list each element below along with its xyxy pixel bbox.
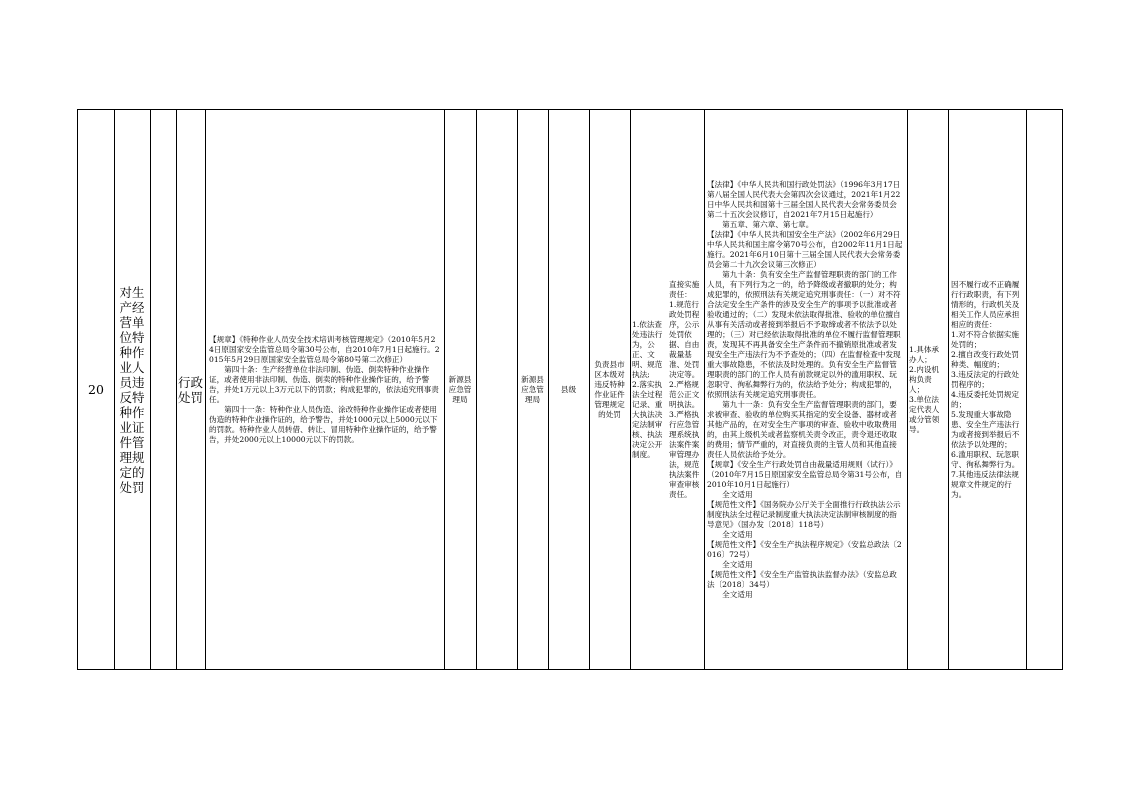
- bearing-duties-cell: [630, 110, 667, 669]
- category-cell: [176, 110, 205, 669]
- implementing-body: 新源县应急管理局: [448, 374, 472, 404]
- responsible-body: 新源县应急管理局: [521, 374, 544, 404]
- responsibility-scope: 负责县市区本级对违反特种作业证件管理规定的处罚: [594, 359, 625, 419]
- setting-basis-text: 【规章】《特种作业人员安全技术培训考核管理规定》（2010年5月24日原国家安全监管总局令第30号公布，自2010年7月1日起施行。2015年5月29日原国家安全监管总局令第80号第二次修正） 第四十条：生产经营单位非法印制、伪造、倒卖特种作业操作证，或者使用非法印制、伪造、倒卖的特种作业操作证的，给予警告，并处1万元以上3万元以下的罚款；构成犯罪的，依法追究刑事责任。 第四十一条：特种作业人员伪造、涂改特种作业操作证或者使用伪造的特种作业操作证的，给予警告，并处1000元以上5000元以下的罚款。特种作业人员转借、转让、冒用特种作业操作证的，给予警告，并处2000元以上10000元以下的罚款。: [209, 334, 440, 444]
- item-name-cell: [114, 110, 150, 669]
- item-category: 行政处罚: [178, 374, 204, 405]
- accountability-subject-cell: [907, 110, 948, 669]
- empty-cell: [150, 110, 176, 669]
- level-cell: [548, 110, 589, 669]
- administrative-level: 县级: [560, 384, 577, 394]
- accountability-situations-cell: [948, 110, 1026, 669]
- scope-cell: [589, 110, 630, 669]
- implementing-body-cell: [444, 110, 476, 669]
- supervision-cell: [667, 110, 704, 669]
- responsibility-table-row: [77, 109, 1063, 670]
- row-number-cell: [78, 110, 114, 669]
- legal-basis-text: 【法律】《中华人民共和国行政处罚法》（1996年3月17日第八届全国人民代表大会第四次会议通过，2021年1月22日中华人民共和国第十三届全国人民代表大会常务委员会第二十五次会议修订，自2021年7月15日起施行） 第五章、第六章、第七章。 【法律】《中华人民共和国安全生产法》（2002年6月29日中华人民共和国主席令第70号公布，自2002年11月1日起施行。2021年6月10日第十三届全国人民代表大会常务委员会第二十九次会议第三次修正） 第九十条：负有安全生产监督管理职责的部门的工作人员，有下列行为之一的，给予降级或者撤职的处分；构成犯罪的，依照刑法有关规定追究刑事责任：（一）对不符合法定安全生产条件的涉及安全生产的事项予以批准或者验收通过的；（二）发现未依法取得批准、验收的单位擅自从事有关活动或者接到举报后不予取缔或者不依法予以处理的；（三）对已经依法取得批准的单位不履行监督管理职责，发现其不再具备安全生产条件而不撤销原批准或者发现安全生产违法行为不予查处的；（四）在监督检查中发现重大事故隐患，不依法及时处理的。负有安全生产监督管理职责的部门的工作人员有前款规定以外的滥用职权、玩忽职守、徇私舞弊行为的，依法给予处分；构成犯罪的，依照刑法有关规定追究刑事责任。 第九十一条：负有安全生产监督管理职责的部门，要求被审查、验收的单位购买其指定的安全设备、器材或者其他产品的，在对安全生产事项的审查、验收中收取费用的，由其上级机关或者监察机关责令改正，责令退还收取的费用；情节严重的，对直接负责的主管人员和其他直接责任人员依法给予处分。 【规章】《安全生产行政处罚自由裁量适用规则（试行）》（2010年7月15日原国家安全监管总局令第31号公布，自2010年10月1日起施行） 全文适用 【规范性文件】《国务院办公厅关于全面推行行政执法公示制度执法全过程记录制度重大执法决定法制审核制度的指导意见》（国办发〔2018〕118号） 全文适用 【规范性文件】《安全生产执法程序规定》（安监总政法〔2016〕72号） 全文适用 【规范性文件】《安全生产监管执法监督办法》（安监总政法〔2018〕34号） 全文适用: [707, 179, 903, 599]
- bearing-duties: 1.依法查处违法行为，公正、文明、规范执法; 2.落实执法全过程记录、重大执法决定法制审核、执法决定公开制度。: [632, 319, 663, 459]
- row-number: 20: [88, 382, 104, 397]
- legal-basis-cell: [704, 110, 907, 669]
- responsible-body-cell: [517, 110, 548, 669]
- empty-cell: [476, 110, 517, 669]
- supervision-duties: 直接实施责任： 1.规范行政处罚程序，公示处罚依据、自由裁量基准、处罚决定等。 2.严格规范公正文明执法。 3.严格执行应急管理系统执法案件案审管理办法，规范执法案件审查审核责任。: [669, 279, 700, 499]
- remark-cell: [1026, 110, 1064, 669]
- accountability-situations: 因不履行或不正确履行行政职责，有下列情形的，行政机关及相关工作人员应承担相应的责任： 1.对不符合依据实施处罚的； 2.擅自改变行政处罚种类、幅度的； 3.违反法定的行政处罚程序的； 4.违反委托处罚规定的； 5.发现重大事故隐患、安全生产违法行为或者接到举报后不依法予以处理的； 6.滥用职权、玩忽职守、徇私舞弊行为。 7.其他违反法律法规规章文件规定的行为。: [951, 279, 1020, 499]
- accountability-subject: 1.具体承办人； 2.内设机构负责人； 3.单位法定代表人或分管领导。: [909, 344, 940, 434]
- item-name: 对生产经营单位特种作业人员违反特种作业证件管理规定的处罚: [119, 284, 145, 495]
- basis-cell: [205, 110, 444, 669]
